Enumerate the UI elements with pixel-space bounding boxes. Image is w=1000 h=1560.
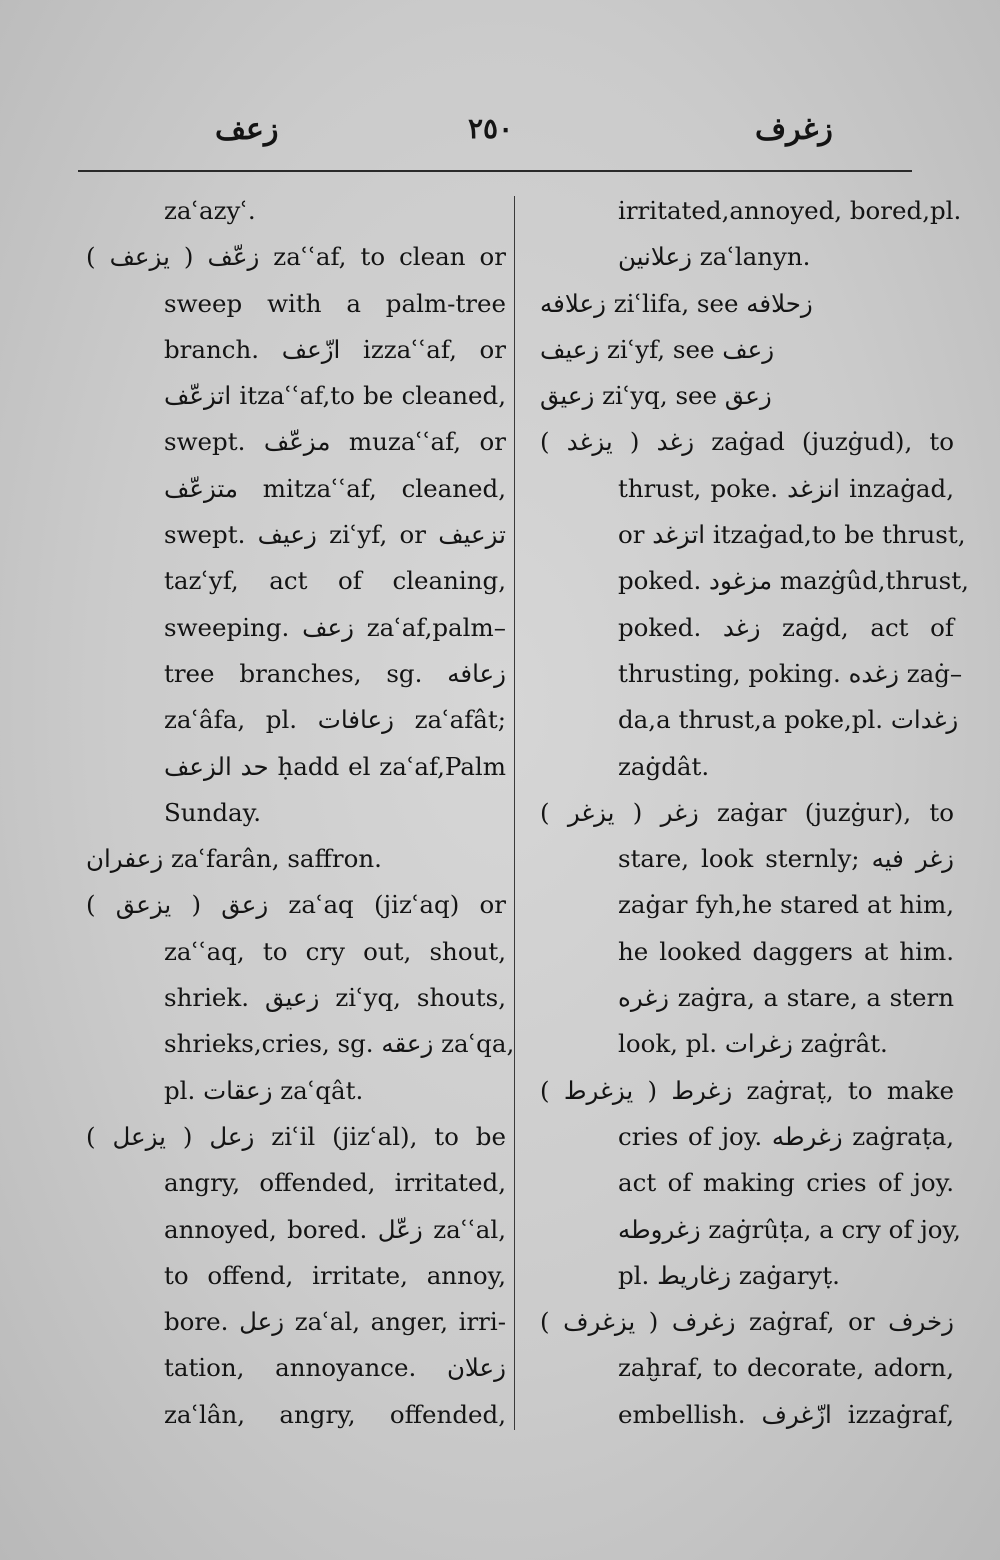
entry-line: اتزعّف itzaʿʿaf,to be cleaned, [164, 381, 506, 411]
entry-line: zaġdât. [618, 751, 710, 781]
entry-line: sweeping. زعف zaʿaf,palm– [164, 612, 506, 642]
entry-line: stare, look sternly; زغر فيه [618, 844, 954, 874]
entry-line: he looked daggers at him. [618, 936, 954, 966]
header-rule [78, 170, 912, 172]
entry-line: act of making cries of joy. [618, 1168, 954, 1198]
page-number: ٢٥٠ [468, 112, 514, 145]
entry-line: زغرط ( يزغرط ) zaġraṭ, to make [540, 1075, 955, 1105]
entry-line: annoyed, bored. زعّل zaʿʿal, [164, 1214, 506, 1244]
entry-line: متزعّف mitzaʿʿaf, cleaned, [164, 473, 506, 503]
header-right-word: زغرف [755, 112, 833, 147]
entry-line: زعق ( يزعق ) zaʿaq (jizʿaq) or [86, 890, 506, 920]
entry-line: angry, offended, irritated, [164, 1168, 506, 1198]
entry-line: branch. ازّعف izzaʿʿaf, or [164, 334, 506, 364]
entry-line: to offend, irritate, annoy, [164, 1260, 506, 1290]
entry-line: poked. زغد zaġd, act of [618, 612, 954, 642]
header-left-word: زعف [215, 112, 279, 147]
entry-line: زغروطه zaġrûṭa, a cry of joy, [618, 1214, 961, 1244]
entry-line: pl. زعقات zaʿqât. [164, 1075, 364, 1105]
entry-line: حد الزعف ḥadd el zaʿaf,Palm [164, 751, 506, 781]
entry-line: swept. زعيف ziʿyf, or تزعيف [164, 520, 506, 550]
entry-line: or اتزغد itzaġad,to be thrust, [618, 520, 966, 550]
entry-line: zaʿazyʿ. [164, 196, 256, 225]
entry-line: tree branches, sg. زعافه [164, 658, 506, 688]
entry-line: زغره zaġra, a stare, a stern [618, 983, 954, 1013]
column-divider [514, 196, 515, 1430]
entry-line: زغر ( يزغر ) zaġar (juzġur), to [540, 797, 954, 827]
entry-line: زعلانين zaʿlanyn. [618, 242, 811, 272]
entry-line: زعيف ziʿyf, see زعف [540, 334, 775, 364]
entry-line: tazʿyf, act of cleaning, [164, 566, 506, 596]
entry-line: look, pl. زغرات zaġrât. [618, 1029, 888, 1059]
entry-line: poked. مزغود mazġûd,thrust, [618, 566, 969, 596]
entry-line: thrust, poke. انزغد inzaġad, [618, 473, 955, 503]
entry-line: زعلافه ziʿlifa, see زحلافه [540, 288, 813, 318]
entry-line: shrieks,cries, sg. زعقه zaʿqa, [164, 1029, 515, 1059]
entry-line: zaʿʿaq, to cry out, shout, [164, 936, 506, 966]
entry-line: زغد ( يزغد ) zaġad (juzġud), to [540, 427, 954, 457]
entry-line: zaʿlân, angry, offended, [164, 1399, 506, 1429]
left-column [86, 188, 515, 1438]
entry-line: زعيق ziʿyq, see زعق [540, 381, 772, 411]
entry-line: zaġar fyh,he stared at him, [618, 890, 954, 920]
entry-line: swept. مزعّف muzaʿʿaf, or [164, 427, 506, 457]
entry-line: زغرف ( يزغرف ) zaġraf, or زخرف [540, 1307, 954, 1337]
entry-line: Sunday. [164, 797, 262, 827]
entry-line: irritated,annoyed, bored,pl. [618, 196, 962, 225]
entry-line: sweep with a palm-tree [164, 288, 506, 318]
entry-line: embellish. ازّغرف izzaġraf, [618, 1399, 954, 1429]
entry-line: thrusting, poking. زغده zaġ– [618, 658, 963, 688]
entry-line: زعّف ( يزعف ) zaʿʿaf, to clean or [86, 242, 507, 272]
entry-line: zaḫraf, to decorate, adorn, [618, 1353, 954, 1383]
entry-line: bore. زعل zaʿal, anger, irri- [164, 1307, 506, 1337]
entry-line: cries of joy. زغرطه zaġraṭa, [618, 1121, 955, 1151]
right-column [540, 188, 969, 1438]
entry-line: زعفران zaʿfarân, saffron. [86, 844, 382, 874]
entry-line: زعل ( يزعل ) ziʿil (jizʿal), to be [86, 1121, 506, 1151]
entry-line: tation, annoyance. زعلان [164, 1353, 506, 1383]
entry-line: zaʿâfa, pl. زعافات zaʿafât; [164, 705, 506, 735]
entry-line: pl. زغاريط zaġaryṭ. [618, 1260, 840, 1290]
entry-line: shriek. زعيق ziʿyq, shouts, [164, 983, 506, 1013]
entry-line: da,a thrust,a poke,pl. زغدات [618, 705, 959, 735]
